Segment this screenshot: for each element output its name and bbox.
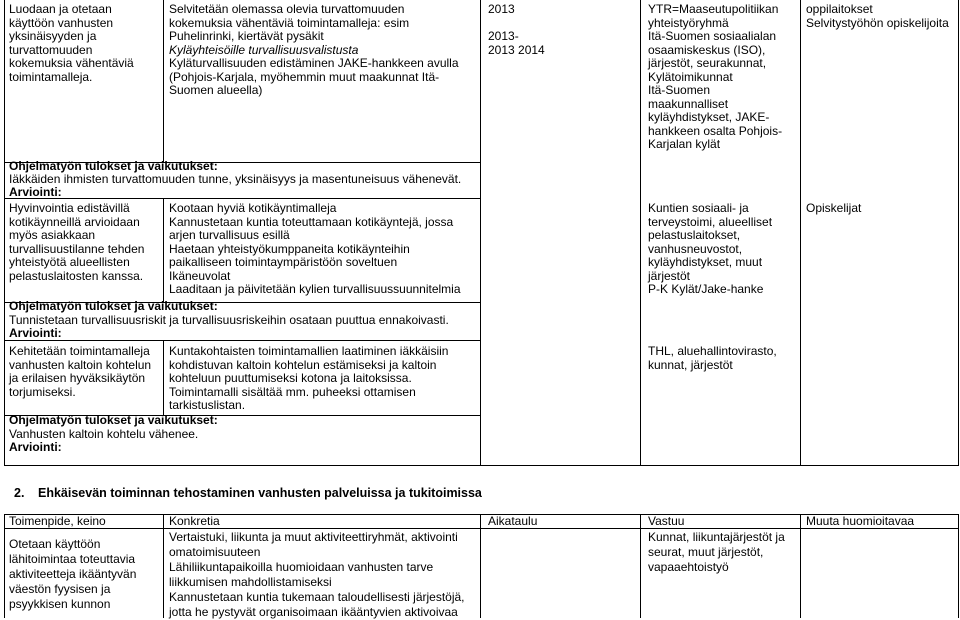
results-text-1: Iäkkäiden ihmisten turvattomuuden tunne, yksinäisyys ja masentuneisuus vähenevät. xyxy=(9,172,462,186)
concrete-cell-1 xyxy=(169,3,479,98)
section-number: 2. xyxy=(14,486,25,500)
bottom-col2-divider xyxy=(480,514,481,618)
concrete-cell-2: Kootaan hyviä kotikäyntimalleja Kannustetaan kuntia toteuttamaan kotikäyntejä, jossa arjen turvallisuus esillä Haetaan yhteistyökumppaneita kotikäynteihin paikalliseen toimintaympäristöön soveltuen Ikäneuvolat Laaditaan ja päivitetään kylien turvallisuussuunnitelmia xyxy=(169,201,461,296)
evaluation-label-3: Arviointi: xyxy=(9,440,62,454)
bottom-right-border xyxy=(958,514,959,618)
evaluation-label-1: Arviointi: xyxy=(9,185,62,199)
bottom-left-border xyxy=(4,514,5,618)
measure-cell-2: Hyvinvointia edistävillä kotikäynneillä arvioidaan myös asiakkaan turvallisuustilanne tehden yhteistyötä alueellisten pelastuslaitosten kanssa. xyxy=(9,201,145,283)
table-col1-divider-mid xyxy=(163,198,164,302)
table-col1-divider xyxy=(163,0,164,162)
table-bottom-border xyxy=(4,465,959,466)
table-col4-divider xyxy=(800,0,801,465)
results-text-2: Tunnistetaan turvallisuusriskit ja turvallisuusriskeihin osataan puuttua ennakoivasti. xyxy=(9,313,449,327)
concrete-italic-line: Kyläyhteisöille turvallisuusvalistusta xyxy=(169,42,359,57)
row-line-4 xyxy=(4,340,480,341)
measure-cell-1: Luodaan ja otetaan käyttöön vanhusten yksinäisyyden ja turvattomuuden kokemuksia vähentäviä toimintamalleja. xyxy=(9,2,134,84)
header-responsibility: Vastuu xyxy=(648,514,685,528)
table-col1-divider-low xyxy=(163,340,164,415)
header-schedule: Aikataulu xyxy=(488,514,538,528)
bottom-col4-divider xyxy=(800,514,801,618)
bottom-measure-cell: Otetaan käyttöön lähitoimintaa toteuttavia aktiviteetteja ikääntyvän väestön fyysisen ja psyykkisen kunnon xyxy=(9,537,137,611)
results-text-3: Vanhusten kaltoin kohtelu vähenee. xyxy=(9,427,199,441)
bottom-col1-divider xyxy=(163,514,164,618)
concrete-line-2: kokemuksia vähentäviä toimintamalleja: esim xyxy=(169,15,410,30)
results-label-3: Ohjelmatyön tulokset ja vaikutukset: xyxy=(9,413,218,427)
section-title: Ehkäisevän toiminnan tehostaminen vanhusten palveluissa ja tukitoimissa xyxy=(38,486,482,500)
notes-cell-1: oppilaitokset Selvitystyöhön opiskelijoita xyxy=(806,2,949,30)
header-concrete: Konkretia xyxy=(169,514,220,528)
bottom-concrete-cell: Vertaistuki, liikunta ja muut aktiviteettiryhmät, aktivointi omatoimisuuteen Lähiliikuntapaikoilla huomioidaan vanhusten tarve liikkumisen mahdollistamiseksi Kannustetaan kuntia tukemaan taloudellisesti järjestöjä, jotta he pystyvät organisoimaan ikääntyvien aktivoivaa xyxy=(169,530,465,619)
concrete-line-3: Puhelinrinki, kiertävät pysäkit xyxy=(169,29,324,43)
notes-cell-2: Opiskelijat xyxy=(806,201,862,215)
measure-cell-3: Kehitetään toimintamalleja vanhusten kaltoin kohtelun ja erilaisen hyväksikäytön torjumiseksi. xyxy=(9,344,152,399)
table-col3-divider xyxy=(640,0,641,465)
table-left-border xyxy=(4,0,5,465)
results-label-1: Ohjelmatyön tulokset ja vaikutukset: xyxy=(9,159,218,173)
concrete-line-1: Selvitetään olemassa olevia turvattomuuden xyxy=(169,2,405,16)
responsibility-cell-3: THL, aluehallintovirasto, kunnat, järjestöt xyxy=(648,344,777,372)
results-label-2: Ohjelmatyön tulokset ja vaikutukset: xyxy=(9,299,218,313)
bottom-responsibility-cell: Kunnat, liikuntajärjestöt ja seurat, muut järjestöt, vapaaehtoistyö xyxy=(648,530,785,574)
header-notes: Muuta huomioitavaa xyxy=(806,514,915,528)
schedule-cell-1: 2013 2013- 2013 2014 xyxy=(488,2,545,57)
bottom-col3-divider xyxy=(640,514,641,618)
row-line-2 xyxy=(4,198,480,199)
table-col2-divider xyxy=(480,0,481,465)
evaluation-label-2: Arviointi: xyxy=(9,326,62,340)
table-right-border xyxy=(958,0,959,465)
concrete-cell-3: Kuntakohtaisten toimintamallien laatiminen iäkkäisiin kohdistuvan kaltoin kohtelun estämiseksi ja kaltoin kohteluun puuttumiseksi kotona ja laitoksissa. Toimintamalli sisältää mm. puheeksi ottamisen tarkistuslistan. xyxy=(169,344,449,412)
responsibility-cell-2: Kuntien sosiaali- ja terveystoimi, alueelliset pelastuslaitokset, vanhusneuvostot, kyläyhdistykset, muut järjestöt P-K Kylät/Jake-hanke xyxy=(648,201,773,296)
header-measure: Toimenpide, keino xyxy=(9,514,106,528)
responsibility-cell-1: YTR=Maaseutupolitiikan yhteistyöryhmä Itä-Suomen sosiaalialan osaamiskeskus (ISO), järjestöt, seurakunnat, Kylätoimikunnat Itä-Suomen maakunnalliset kyläyhdistykset, JAKE- hankkeen osalta Pohjois- Karjalan kylät xyxy=(648,2,783,151)
concrete-rest: Kyläturvallisuuden edistäminen JAKE-hankkeen avulla (Pohjois-Karjala, myöhemmin muut maakunnat Itä- Suomen alueella) xyxy=(169,56,459,97)
